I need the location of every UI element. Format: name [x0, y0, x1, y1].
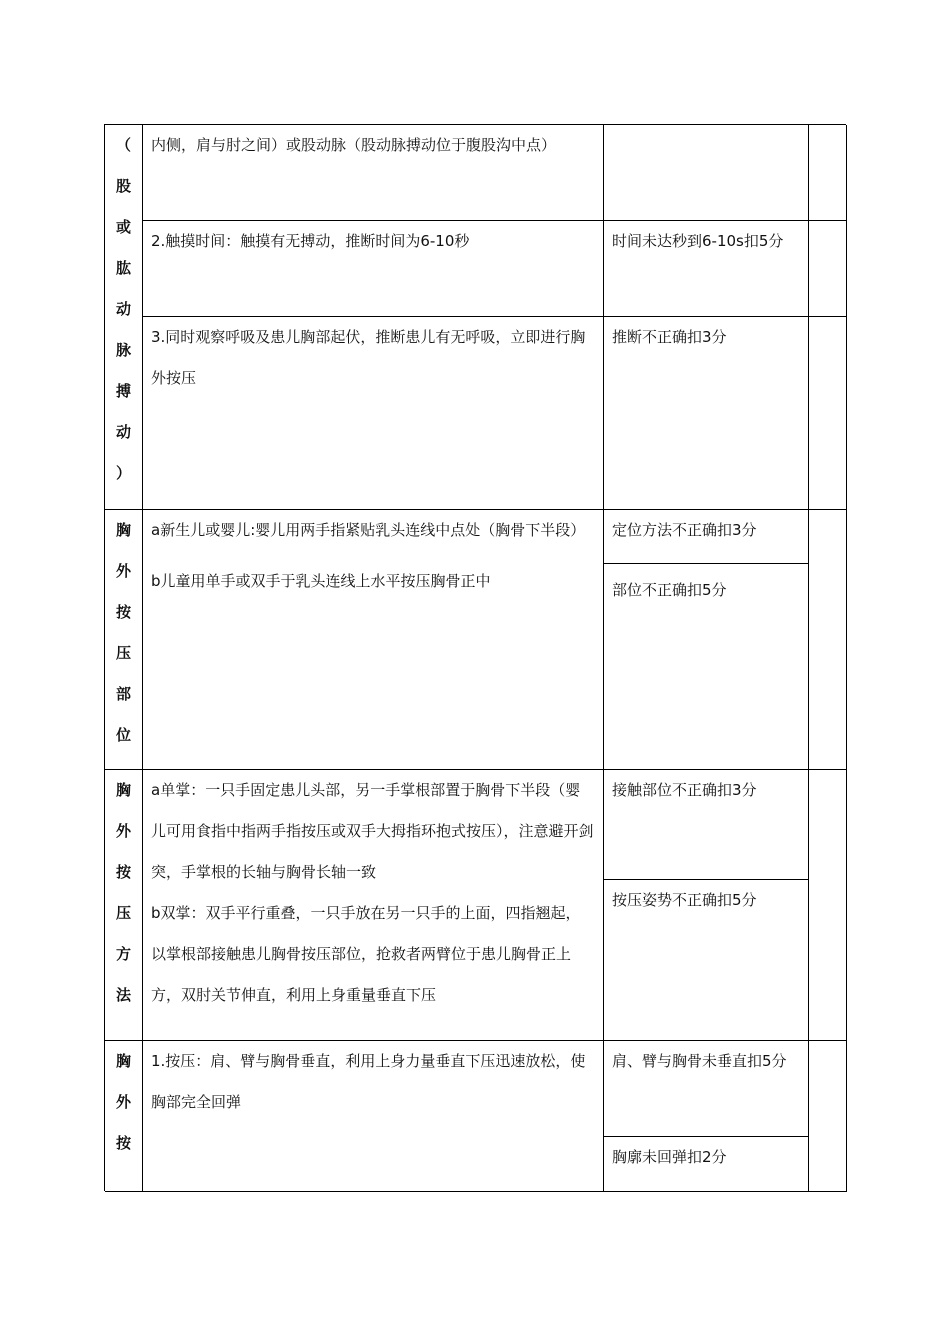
deduction-text: 胸廓未回弹扣2分: [612, 1148, 727, 1166]
pulse-item-1-text: [143, 125, 604, 221]
deduction-text: 时间未达秒到6-10s扣5分: [612, 232, 784, 250]
compression-deduction-1: [604, 1041, 809, 1137]
score-cell: [809, 317, 847, 510]
category-char: 肱: [115, 259, 131, 277]
category-char: 法: [115, 986, 131, 1004]
score-cell: [809, 510, 847, 770]
deduction-text: 部位不正确扣5分: [612, 581, 727, 599]
category-char: 压: [115, 644, 131, 662]
deduction-text: 定位方法不正确扣3分: [612, 521, 757, 539]
category-char: 外: [115, 562, 131, 580]
score-cell: [809, 770, 847, 1041]
category-char: 外: [115, 1093, 131, 1111]
category-char: 部: [115, 685, 131, 703]
category-char: 按: [115, 603, 131, 621]
paragraph: 1.按压：肩、臂与胸骨垂直，利用上身力量垂直下压迅速放松，使胸部完全回弹: [151, 1052, 586, 1111]
scoring-table: [104, 124, 846, 1191]
category-char: 动: [115, 423, 131, 441]
paragraph: b双掌：双手平行重叠，一只手放在另一只手的上面，四指翘起，以掌根部接触患儿胸骨按压部位，抢救者两臂位于患儿胸骨正上方，双肘关节伸直，利用上身重量垂直下压: [151, 904, 581, 1004]
pulse-item-2-text: [143, 221, 604, 317]
compression-location-deduction-2: [604, 564, 809, 770]
category-char: 动: [115, 300, 131, 318]
score-cell: [809, 1041, 847, 1192]
compression-method-deduction-1: [604, 770, 809, 880]
category-char: 胸: [115, 1052, 131, 1070]
category-char: 胸: [115, 521, 131, 539]
item-text: 3.同时观察呼吸及患儿胸部起伏，推断患儿有无呼吸，立即进行胸外按压: [151, 328, 586, 387]
category-char: 脉: [115, 341, 131, 359]
category-char: 胸: [115, 781, 131, 799]
item-text: 2.触摸时间：触摸有无搏动，推断时间为6-10秒: [151, 232, 470, 250]
pulse-item-3-deduction: [604, 317, 809, 510]
category-char: 压: [115, 904, 131, 922]
category-char: 按: [115, 863, 131, 881]
category-compression-location: [105, 510, 143, 770]
compression-location-deduction-1: [604, 510, 809, 564]
compression-text: [143, 1041, 604, 1192]
deduction-text: 推断不正确扣3分: [612, 328, 727, 346]
score-cell: [809, 125, 847, 221]
category-char: 方: [115, 945, 131, 963]
category-char: 或: [115, 218, 131, 236]
pulse-item-2-deduction: [604, 221, 809, 317]
category-char: （: [115, 136, 131, 154]
category-char: 位: [115, 726, 131, 744]
category-char: 搏: [115, 382, 131, 400]
compression-method-deduction-2: [604, 880, 809, 1041]
paragraph: b儿童用单手或双手于乳头连线上水平按压胸骨正中: [151, 572, 491, 590]
category-char: 按: [115, 1134, 131, 1152]
category-compression-method: [105, 770, 143, 1041]
category-char: ）: [115, 464, 131, 482]
item-text: 内侧，肩与肘之间）或股动脉（股动脉搏动位于腹股沟中点）: [151, 136, 557, 154]
compression-method-text: [143, 770, 604, 1041]
paragraph: a单掌：一只手固定患儿头部，另一手掌根部置于胸骨下半段（婴儿可用食指中指两手指按压或双手大拇指环抱式按压），注意避开剑突，手掌根的长轴与胸骨长轴一致: [151, 781, 594, 881]
compression-location-text: [143, 510, 604, 770]
score-cell: [809, 221, 847, 317]
category-compression: [105, 1041, 143, 1192]
deduction-text: 接触部位不正确扣3分: [612, 781, 757, 799]
category-char: 股: [115, 177, 131, 195]
paragraph: a新生儿或婴儿:婴儿用两手指紧贴乳头连线中点处（胸骨下半段）: [151, 521, 586, 539]
deduction-text: 肩、臂与胸骨未垂直扣5分: [612, 1052, 787, 1070]
pulse-item-1-deduction: [604, 125, 809, 221]
pulse-item-3-text: [143, 317, 604, 510]
category-char: 外: [115, 822, 131, 840]
compression-deduction-2: [604, 1137, 809, 1192]
category-pulse-check: [105, 125, 143, 510]
deduction-text: 按压姿势不正确扣5分: [612, 891, 757, 909]
